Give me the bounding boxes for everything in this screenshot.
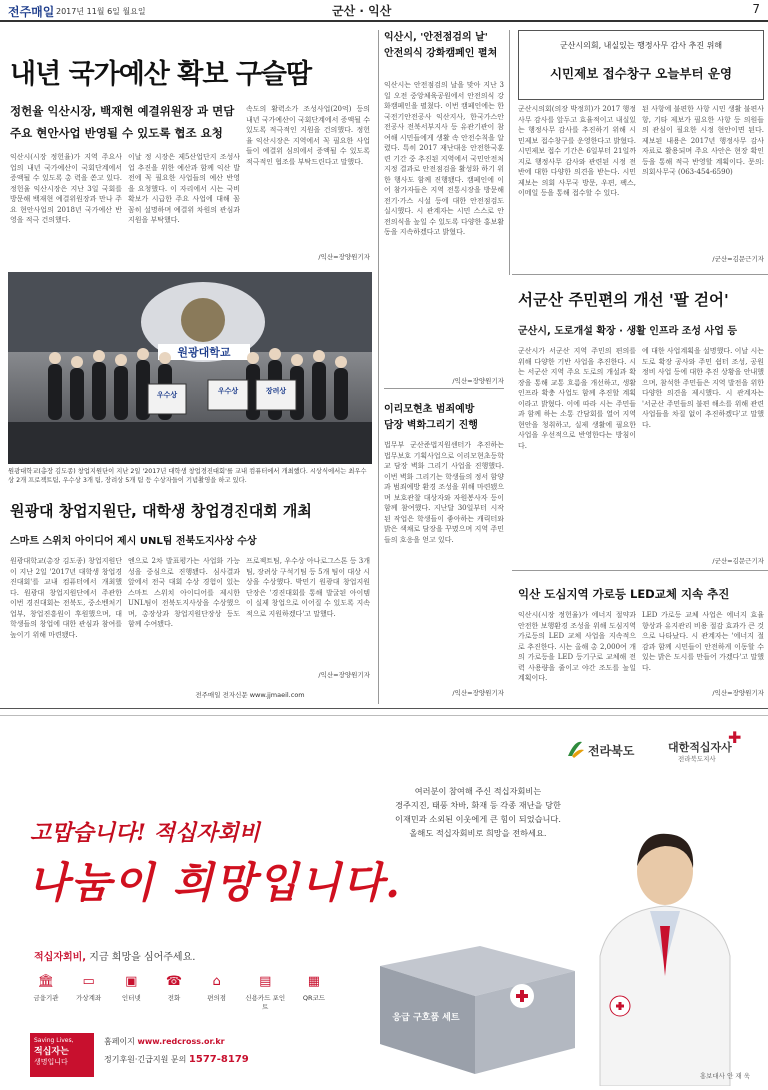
- payment-phone: [158, 974, 190, 1014]
- payment-label: 신용카드 포인트: [245, 994, 286, 1011]
- payment-store: [201, 974, 233, 1014]
- award-card-2: 우수상: [217, 387, 239, 395]
- ad-logos: [560, 728, 760, 776]
- ad-ambassador: 홍보대사 안 재 욱: [699, 1072, 750, 1080]
- rule: [512, 570, 768, 571]
- payment-credit-points: [243, 974, 287, 1014]
- inquiry-label: 정기후원·긴급지원 문의: [104, 1055, 187, 1064]
- ad-org-branch: 전라북도지사: [678, 755, 716, 763]
- credit-card-icon: ▤: [259, 974, 272, 989]
- phone-icon: ☎: [165, 974, 183, 989]
- payment-internet: [115, 974, 147, 1014]
- monitor-icon: ▣: [125, 974, 138, 989]
- qr-code-icon: ▦: [307, 974, 321, 989]
- ambassador-illustration: [580, 816, 750, 1086]
- ad-message-line: 경주지진, 태풍 차바, 화재 등 각종 재난을 당한: [395, 800, 561, 810]
- lead-body-col3: 속도의 활력소가 조성사업(20억) 등의 내년 국가예산이 국회단계에서 증액될 수 있도록 적극적인 지원을 건의했다. 정헌율 익산시장은 지역에서 꼭 필요한 사업들이 예결위 심의에서 증액될 수 있도록 적극적인 협조를 부탁드린다고 말했다.: [246, 105, 370, 166]
- payment-label: 가상계좌: [76, 994, 102, 1002]
- wonkwang-headline: 원광대 창업지원단, 대학생 창업경진대회 개최: [10, 502, 312, 520]
- banner-text: 원광대학교: [177, 346, 231, 359]
- mural-headline-2: 담장 벽화그리기 진행: [384, 420, 478, 431]
- column-divider: [509, 30, 510, 275]
- safety-headline-1: 익산시, '안전점검의 날': [384, 32, 488, 43]
- community-body-col2: 에 대한 사업계획을 설명했다. 이날 시는 도로 확장 공사와 주민 쉼터 조성, 공원 정비 사업 등에 대한 추진 상황을 안내했으며, 참석한 주민들은 지역 발전을 위한 다양한 의견을 제시했다. 시 관계자는 '서군산 주민들의 불편 해소를 위해 관련 사업들을 차질 없이 추진하겠다'고 말했다.: [642, 347, 764, 429]
- ad-tagline-red: 적십자회비,: [34, 952, 87, 963]
- wonkwang-body-col2: 엔으로 2차 발표평가는 사업화 가능성을 중심으로 진행됐다. 심사결과 앞에서 전국 대회 수상 경험이 있는 스마트 스위치 아이디어를 제시한 UNL팀이 전북도지사상을 수상했으며, 총장상과 창업지원단장상 등도 함께 수여됐다.: [128, 557, 240, 628]
- admin-byline: /군산=김문근기자: [712, 255, 764, 263]
- ad-org-name: 대한적십자사: [668, 741, 732, 754]
- payment-virtual-account: [73, 974, 105, 1014]
- payment-label: QR코드: [302, 994, 326, 1002]
- wonkwang-subhead: 스마트 스위치 아이디어 제시 UNL팀 전북도지사상 수상: [10, 536, 257, 547]
- ad-thanks-line: 고맙습니다! 적십자회비: [30, 820, 260, 846]
- relief-box-illustration: [370, 926, 580, 1076]
- ad-inquiry: [104, 1054, 364, 1065]
- mural-body: 법무부 군산준법지원센터가 추진하는 법무보호 기획사업으로 이리모현초등학교 담장 벽화 그리기 사업을 진행했다. 이번 벽화 그리기는 학생들의 정서 함양과 범죄예방 환경 조성을 위해 마련됐으며 보호관찰 대상자와 자원봉사자 등이 함께 참여했다. 지난달 30일부터 시작된 작업은 학생들이 좋아하는 캐릭터와 밝은 색채로 담장을 꾸몄으며 지역 주민들의 호응을 얻고 있다.: [384, 441, 504, 544]
- ad-divider: [0, 708, 768, 709]
- led-body-col2: LED 가로등 교체 사업은 에너지 효율 향상과 유지관리 비용 절감 효과가 큰 것으로 나타났다. 시 관계자는 '에너지 절감과 함께 시민들이 안전하게 이동할 수 있는 밝은 도시를 만들어 가겠다'고 말했다.: [642, 611, 764, 672]
- community-subhead: 군산시, 도로개설 확장 · 생활 인프라 조성 사업 등: [518, 326, 737, 337]
- lead-subhead-1: 정헌율 익산시장, 백재현 예결위원장 과 면담: [10, 104, 235, 118]
- page-number: 7: [752, 2, 760, 16]
- award-card-1: 우수상: [156, 391, 178, 399]
- bank-icon: 🏛: [37, 974, 55, 989]
- ad-message-line: 여러분이 참여해 주신 적십자회비는: [414, 786, 542, 796]
- redcross-advertisement: [0, 715, 768, 1090]
- payment-label: 인터넷: [121, 994, 141, 1002]
- community-headline: 서군산 주민편의 개선 '팔 걷어': [518, 291, 729, 309]
- payment-label: 금융기관: [33, 994, 59, 1002]
- red-cross-icon: ✚: [728, 728, 742, 747]
- led-byline: /익산=장양원기자: [712, 689, 764, 697]
- store-icon: ⌂: [212, 974, 221, 989]
- badge-line-3: 생명입니다: [34, 1058, 68, 1066]
- ad-box-label: 응급 구호품 세트: [392, 1013, 460, 1023]
- safety-body: 익산시는 안전점검의 날을 맞아 지난 3일 오전 중앙체육공원에서 안전의식 강화캠페인을 펼쳤다. 이번 캠페인에는 한국전기안전공사 익산지사, 한국가스안전공사 전북서부지사 등 유관기관이 참여해 시민들에게 생활 속 안전수칙을 알렸다. 특히 2017 재난대응 안전한국훈련 기간 중 추진된 지역에서 국민안전처 지정 결과로 안전점검을 활성화 하기 위한 행사도 함께 진행됐다. 캠페인에 이어 참가자들은 지역 전통시장을 방문해 전기·가스 시설 등에 대한 안전점검도 실시했다. 시 관계자는 시민 스스로 안전의식을 높일 수 있도록 다양한 홍보활동을 지속하겠다고 밝혔다.: [384, 81, 504, 236]
- payment-label: 편의점: [207, 994, 227, 1002]
- safety-byline: /익산=장양원기자: [452, 377, 504, 385]
- community-byline: /군산=김문근기자: [712, 557, 764, 565]
- ad-province-logo: 전라북도: [588, 744, 635, 758]
- community-body-col1: 군산시가 서군산 지역 주민의 편의를 위해 다양한 기반 사업을 추진한다. 시는 서군산 지역 주요 도로의 개설과 확장을 통해 교통 흐름을 개선하고, 생활 인프라 확충 사업도 함께 추진할 계획이라고 밝혔다. 이에 따라 시는 주민들과 함께 하는 소통 간담회를 열어 지역 현안을 청취하고, 실제 생활에 필요한 사업을 우선적으로 반영한다는 방침이다.: [518, 347, 636, 450]
- admin-body-col1: 군산시의회(의장 박정희)가 2017 행정사무 감사를 앞두고 효율적이고 내실있는 행정사무 감사를 추진하기 위해 시민제보 접수창구를 운영한다고 밝혔다. 시민제보 접수 기간은 6일부터 21일까지로 행정사무 감사와 관련된 시정 전반에 대한 다양한 의견을 받는다. 시민제보는 의회 사무국 방문, 우편, 팩스, 이메일 등을 통해 접수할 수 있다.: [518, 105, 636, 197]
- ad-hope-line: 나눔이 희망입니다.: [28, 858, 402, 907]
- ad-message: [368, 784, 588, 840]
- ad-message-line: 이재민과 소외된 이웃에게 큰 힘이 되었습니다.: [395, 814, 561, 824]
- inquiry-phone[interactable]: 1577-8179: [188, 1054, 249, 1065]
- lead-headline: 내년 국가예산 확보 구슬땀: [10, 59, 312, 90]
- badge-line-2: 적십자는: [34, 1047, 69, 1057]
- photo-caption: 원광대학교(총장 김도종) 창업지원단이 지난 2일 '2017년 대학생 창업경진대회'를 교내 컴퓨터에서 개최했다. 시상식에서는 최우수상 2개 프로젝트팀, 우수상 3개 팀, 장려상 5개 팀 등 수상자들이 기념촬영을 하고 있다.: [8, 468, 367, 484]
- footer-line: 전주매일 전자신문 www.jjmaeil.com: [195, 691, 305, 699]
- payment-methods: [30, 974, 330, 1014]
- ad-tagline-rest: 지금 희망을 심어주세요.: [89, 952, 196, 963]
- lead-byline: /익산=장양원기자: [318, 253, 370, 261]
- paper-logo: 전주매일: [8, 5, 55, 19]
- homepage-label: 홈페이지: [104, 1037, 135, 1046]
- wonkwang-byline: /익산=장양원기자: [318, 671, 370, 679]
- admin-kicker: 군산시의회, 내실있는 행정사무 감사 추진 위해: [559, 41, 723, 50]
- ad-message-line: 올해도 적십자회비로 희망을 전하세요.: [409, 828, 547, 838]
- award-photo: [8, 272, 372, 464]
- lead-body-col2: 이날 정 시장은 제5산업단지 조성사업 추진을 위한 예산과 함께 익산 발전에 꼭 필요한 사업들의 예산 반영을 요청했다. 이 자리에서 시는 국비 확보가 시급한 주요 사업에 대해 꼼꼼히 설명하며 예결위 차원의 관심과 지원을 부탁했다.: [128, 153, 240, 224]
- payment-qr: [298, 974, 330, 1014]
- award-photo-illustration: [8, 272, 372, 464]
- homepage-url[interactable]: www.redcross.or.kr: [137, 1037, 225, 1046]
- issue-date: 2017년 11월 6일 월요일: [56, 7, 146, 16]
- admin-headline: 시민제보 접수창구 오늘부터 운영: [549, 66, 733, 81]
- safety-headline-2: 안전의식 강화캠페인 펼쳐: [384, 48, 498, 59]
- mural-headline-1: 이리모현초 범죄예방: [384, 404, 475, 415]
- ad-tagline: [34, 948, 374, 963]
- lead-body-col1: 익산시(시장 정헌율)가 지역 주요사업의 내년 국가예산이 국회단계에서 증액될 수 있도록 총 력을 쏟고 있다. 정헌율 익산시장은 지난 3일 국회를 방문해 백재현 예결위원장과 만나 주요 현안사업의 2018년 국가예산 반영을 적극 건의했다.: [10, 153, 122, 224]
- rule: [512, 274, 768, 275]
- badge-line-1: Saving Lives,: [34, 1037, 74, 1044]
- admin-body-col2: 된 사항에 불편한 사항 시민 생활 불편사항, 기타 제보가 필요한 사항 등 의원들의 관심이 필요한 시정 현안이면 된다. 제보된 내용은 2017년 행정사무 감사 자료로 활용되며 주요 사안은 현장 확인 등을 통해 적극 반영할 계획이다. 문의: 의회사무국 (063-454-6590): [642, 105, 764, 176]
- saving-lives-badge: [30, 1033, 94, 1077]
- payment-bank: [30, 974, 62, 1014]
- led-headline: 익산 도심지역 가로등 LED교체 지속 추진: [518, 587, 730, 601]
- lead-subhead-2: 주요 현안사업 반영될 수 있도록 협조 요청: [10, 126, 223, 140]
- jeonbuk-logo-icon: [564, 738, 586, 760]
- payment-label: 전화: [167, 994, 181, 1002]
- rule: [384, 388, 504, 389]
- column-divider: [378, 30, 379, 704]
- masthead: [0, 0, 768, 22]
- wonkwang-body-col3: 프로젝트팀, 우수상 아나로그스톤 등 3개 팀, 장려상 구석기팀 등 5개 팀이 대상 시상을 수상했다. 박민기 원광대 창업지원단장은 '경진대회를 통해 발굴된 아이템이 실제 창업으로 이어질 수 있도록 지속적으로 지원하겠다'고 말했다.: [246, 557, 370, 618]
- section-title: 군산 · 익산: [332, 4, 392, 18]
- ad-homepage: [104, 1036, 364, 1047]
- card-icon: ▭: [82, 974, 95, 989]
- mural-byline: /익산=장양원기자: [452, 689, 504, 697]
- award-card-3: 장려상: [265, 387, 287, 395]
- wonkwang-body-col1: 원광대학교(총장 김도종) 창업지원단이 지난 2일 '2017년 대학생 창업경진대회'를 교내 컴퓨터에서 개최했다. 원광대 창업지원단에서 주관한 이번 경진대회는 전북도, 중소벤처기업부, 창업진흥원이 후원했으며, 대학생들의 창업에 대한 관심과 참여를 높이기 위해 마련됐다.: [10, 557, 122, 639]
- led-body-col1: 익산시(시장 정헌율)가 에너지 절약과 안전한 보행환경 조성을 위해 도심지역 가로등의 LED 교체 사업을 지속적으로 추진한다. 시는 올해 총 2,000여 개의 가로등을 LED 등기구로 교체해 전력 사용량을 줄이고 야간 조도를 높일 계획이다.: [518, 611, 636, 682]
